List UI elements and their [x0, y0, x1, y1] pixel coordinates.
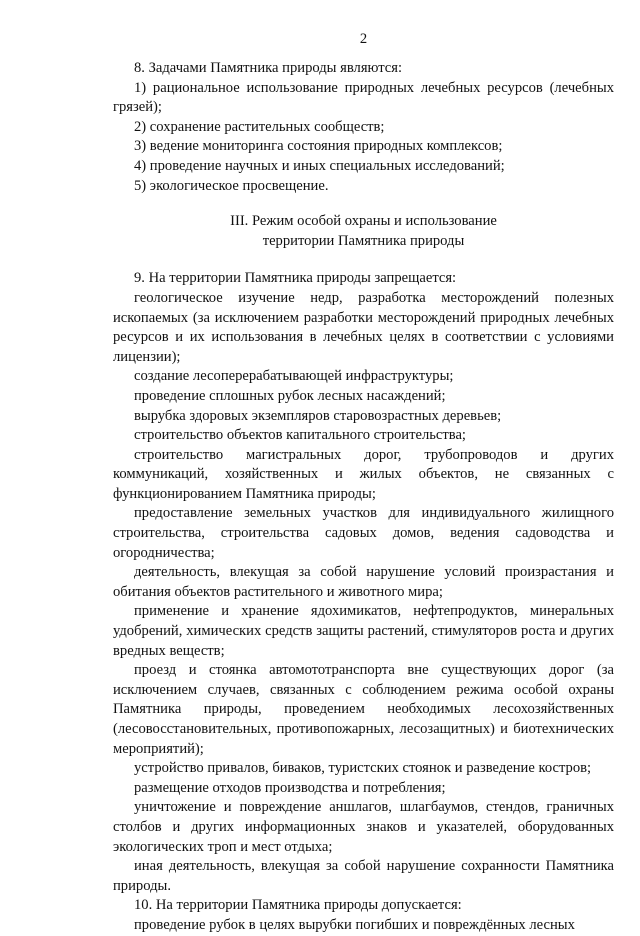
- tasks-item-4: 4) проведение научных и иных специальных исследований;: [134, 157, 505, 174]
- prohibited-item: геологическое изучение недр, разработка месторождений полезных ископаемых (за исключением разработки месторождений природных лечебных ресурсов и их использования в лечебных целях в соответствии с условиями лицензии);: [113, 289, 614, 365]
- prohibited-item: проезд и стоянка автомототранспорта вне существующих дорог (за исключением случаев, связанных с соблюдением режима особой охраны Памятника природы, проведением необходимых лесохозяйственных (лесовосстановительных, противопожарных, лесозащитных) и биотехнических мероприятий);: [113, 662, 614, 757]
- document-body: [113, 59, 614, 936]
- section-heading-line-1: III. Режим особой охраны и использование: [230, 213, 497, 230]
- prohibited-item: иная деятельность, влекущая за собой нарушение сохранности Памятника природы.: [113, 858, 614, 894]
- tasks-item-2: 2) сохранение растительных сообществ;: [134, 118, 385, 135]
- tasks-item-3: 3) ведение мониторинга состояния природных комплексов;: [134, 138, 503, 155]
- prohibited-item: вырубка здоровых экземпляров старовозрастных деревьев;: [134, 407, 502, 424]
- prohibited-item: применение и хранение ядохимикатов, нефтепродуктов, минеральных удобрений, химических средств защиты растений, стимуляторов роста и других вредных веществ;: [113, 603, 614, 659]
- prohibited-item: строительство объектов капитального строительства;: [134, 427, 466, 444]
- prohibited-item: проведение сплошных рубок лесных насаждений;: [134, 387, 446, 404]
- prohibited-item: создание лесоперерабатывающей инфраструктуры;: [134, 368, 454, 385]
- prohibited-item: размещение отходов производства и потребления;: [134, 779, 446, 796]
- tasks-item-1: 1) рациональное использование природных лечебных ресурсов (лечебных грязей);: [113, 79, 614, 116]
- page-number: 2: [359, 31, 368, 47]
- prohibited-item: уничтожение и повреждение аншлагов, шлагбаумов, стендов, граничных столбов и других информационных знаков и указателей, оборудованных экологических троп и мест отдыха;: [113, 799, 614, 855]
- prohibited-item: строительство магистральных дорог, трубопроводов и других коммуникаций, хозяйственных и жилых объектов, не связанных с функционированием Памятника природы;: [113, 446, 614, 502]
- allowed-title: 10. На территории Памятника природы допускается:: [134, 897, 462, 914]
- prohibited-item: устройство привалов, биваков, туристских стоянок и разведение костров;: [134, 760, 592, 777]
- prohibited-item: деятельность, влекущая за собой нарушение условий произрастания и обитания объектов растительного и животного мира;: [113, 564, 614, 600]
- prohibited-item: предоставление земельных участков для индивидуального жилищного строительства, строительства садовых домов, ведения садоводства и огородничества;: [113, 505, 614, 561]
- allowed-item: проведение рубок в целях вырубки погибших и повреждённых лесных: [134, 916, 575, 933]
- prohibited-title: 9. На территории Памятника природы запрещается:: [134, 270, 457, 287]
- tasks-title: 8. Задачами Памятника природы являются:: [134, 60, 403, 76]
- section-heading: [113, 212, 614, 251]
- section-heading-line-2: территории Памятника природы: [262, 232, 465, 249]
- tasks-item-5: 5) экологическое просвещение.: [134, 177, 329, 194]
